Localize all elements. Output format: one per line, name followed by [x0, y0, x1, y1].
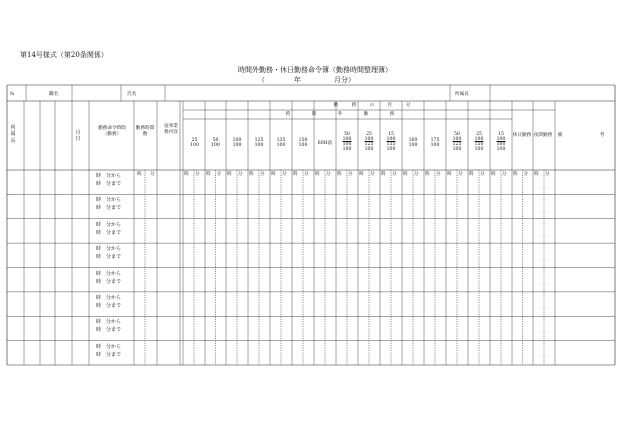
time-from: 時 分から — [96, 197, 122, 204]
unit-hour: 時 — [513, 172, 518, 177]
rate-stack-1: 50 100 100 100 — [342, 132, 352, 152]
unit-minute: 分 — [238, 172, 243, 177]
rate-stack-2: 25 100 125 100 — [364, 132, 374, 152]
time-to: 時 分まで — [96, 327, 122, 334]
time-from: 時 分から — [96, 221, 122, 228]
rate-stack-5: 25 100 150 100 — [474, 132, 484, 152]
col-shozokucho: 所属長 — [10, 125, 16, 144]
rate-160: 160 100 — [408, 138, 418, 148]
order-time — [96, 294, 121, 310]
rate-50: 50 100 — [211, 138, 220, 148]
no-label: № — [10, 92, 15, 97]
time-from: 時 分から — [96, 343, 122, 350]
order-time — [96, 172, 121, 188]
period-month: 月分） — [334, 76, 355, 84]
order-time — [96, 270, 121, 286]
unit-minute: 分 — [480, 172, 485, 177]
col-date: 月日 — [75, 130, 81, 143]
unit-minute: 分 — [458, 172, 463, 177]
time-from: 時 分から — [96, 173, 122, 179]
unit-hour: 時 — [337, 172, 342, 177]
unit-hour: 時 — [227, 172, 232, 177]
rate-150: 150 100 — [298, 138, 308, 148]
time-from: 時 分から — [96, 319, 122, 326]
unit-hour: 時 — [293, 172, 298, 177]
order-time — [96, 318, 121, 334]
unit-hour: 時 — [249, 172, 254, 177]
unit-minute: 分 — [326, 172, 331, 177]
unit-hour: 時 — [206, 172, 211, 177]
unit-minute: 分 — [414, 172, 419, 177]
position-label: 職名 — [49, 92, 59, 97]
unit-hour: 時 — [447, 172, 452, 177]
unit-minute: 分 — [392, 172, 397, 177]
time-to: 時 分まで — [96, 278, 122, 285]
rate-135: 135 100 — [276, 138, 286, 148]
form-number: 第14号様式（第20条関係） — [20, 51, 108, 59]
time-to: 時 分まで — [96, 205, 122, 212]
unit-minute: 分 — [348, 172, 353, 177]
unit-hour: 時 — [534, 172, 539, 177]
rate-100: 100 100 — [232, 138, 242, 148]
unit-minute: 分 — [150, 172, 155, 177]
unit-hour: 時 — [359, 172, 364, 177]
time-to: 時 分まで — [96, 254, 122, 261]
unit-minute: 分 — [216, 172, 222, 177]
unit-minute: 分 — [502, 172, 507, 177]
order-time — [96, 245, 121, 261]
rate-stack-3: 15 100 135 100 — [386, 132, 396, 152]
col-overtime: 時 間 外 勤 務 — [285, 112, 405, 117]
time-to: 時 分まで — [96, 351, 122, 358]
time-from: 時 分から — [96, 294, 122, 301]
unit-hour: 時 — [491, 172, 496, 177]
order-time — [96, 196, 121, 212]
rate-60h: 60H前 — [317, 141, 333, 146]
order-time — [96, 221, 121, 237]
rate-175: 175 100 — [430, 138, 440, 148]
unit-hour: 時 — [403, 172, 408, 177]
rate-stack-4: 50 100 125 100 — [452, 132, 462, 152]
unit-hour: 時 — [425, 172, 430, 177]
col-night: 夜間勤務 — [533, 133, 553, 138]
unit-hour: 時 — [271, 172, 276, 177]
unit-minute: 分 — [282, 172, 287, 177]
time-to: 時 分まで — [96, 229, 122, 236]
unit-minute: 分 — [304, 172, 309, 177]
time-from: 時 分から — [96, 270, 122, 277]
period-open: （ — [258, 76, 265, 84]
time-to: 時 分まで — [96, 302, 122, 309]
unit-minute: 分 — [195, 172, 200, 177]
supervisor-label: 所属長 — [455, 92, 469, 97]
unit-hour: 時 — [469, 172, 474, 177]
name-label: 氏名 — [127, 92, 137, 97]
unit-minute: 分 — [370, 172, 375, 177]
col-work-hours: 勤務時間数 — [135, 126, 155, 137]
unit-minute: 分 — [523, 172, 529, 177]
unit-hour: 時 — [381, 172, 386, 177]
period-year: 年 — [294, 76, 301, 84]
rate-25: 25 100 — [190, 138, 199, 148]
page-title: 時間外勤務・休日勤務命令簿（勤務時間整理簿） — [238, 66, 392, 74]
col-order: 勤務命令時間 （勤務） — [98, 126, 126, 137]
col-category: 勤 務 の 区 分 — [333, 103, 417, 108]
order-time — [96, 343, 121, 359]
unit-hour: 時 — [137, 172, 142, 177]
unit-minute: 分 — [260, 172, 265, 177]
time-from: 時 分から — [96, 246, 122, 253]
rate-125: 125 100 — [254, 138, 264, 148]
time-to: 時 分まで — [96, 181, 122, 187]
unit-minute: 分 — [436, 172, 441, 177]
col-duty: 従事業務内容 — [164, 124, 178, 135]
unit-minute: 分 — [545, 172, 550, 177]
unit-hour: 時 — [184, 172, 189, 177]
unit-hour: 時 — [315, 172, 320, 177]
col-holiday: 休日勤務 — [512, 133, 532, 138]
rate-stack-6: 15 100 160 100 — [496, 132, 506, 152]
col-remarks: 備 考 — [557, 133, 623, 138]
